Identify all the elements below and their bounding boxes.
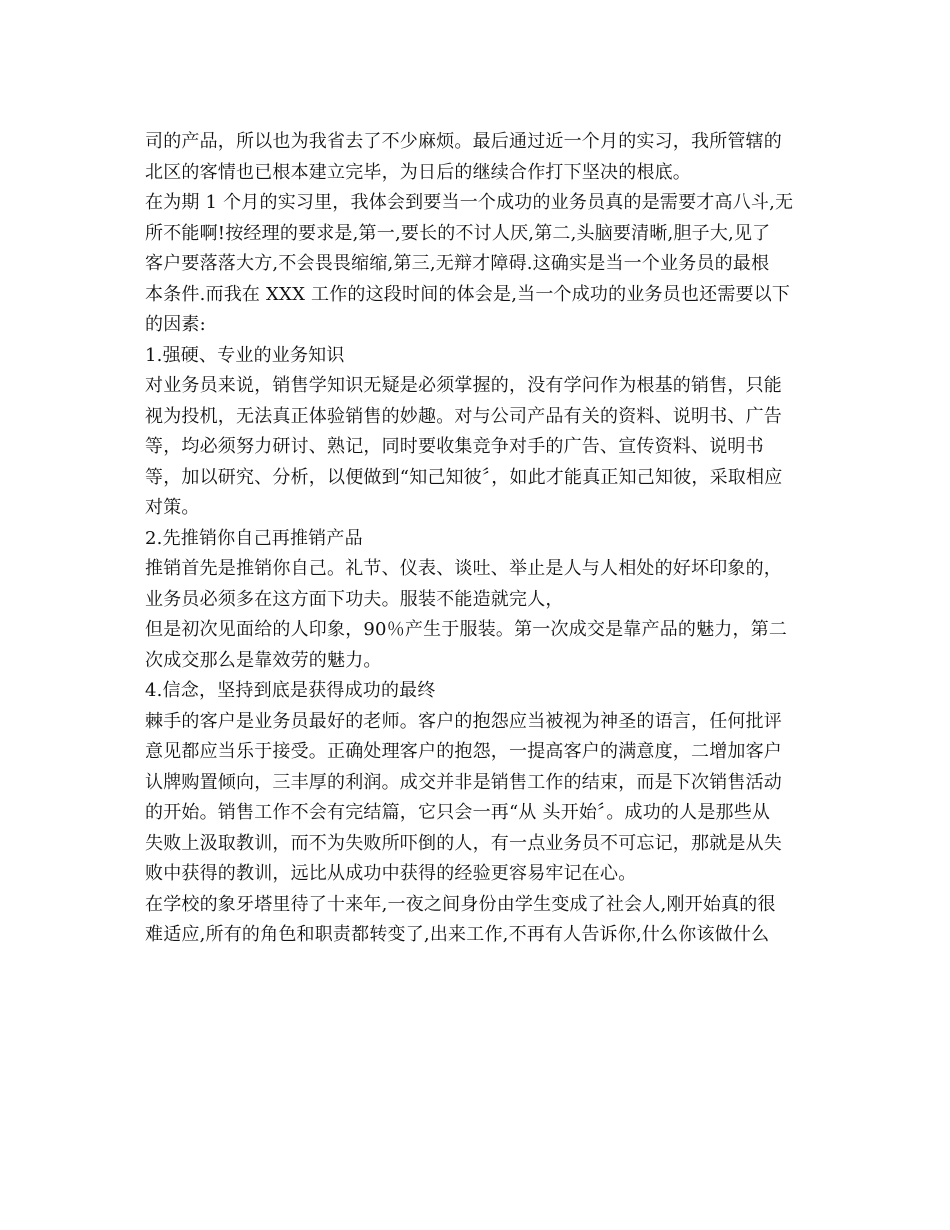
text-line: 等，均必须努力研讨、熟记，同时要收集竞争对手的广告、宣传资料、说明书 (145, 436, 764, 457)
text-line: 司的产品，所以也为我省去了不少麻烦。最后通过近一个月的实习，我所管辖的 (145, 131, 782, 152)
text-line: 棘手的客户是业务员最好的老师。客户的抱怨应当被视为神圣的语言，任何批评 (145, 710, 782, 732)
document-body (145, 127, 805, 951)
section-heading: 1.强硬、专业的业务知识 (145, 344, 345, 366)
text-line: 难适应,所有的角色和职责都转变了,出来工作,不再有人告诉你,什么你该做什么 (145, 924, 770, 945)
text-line: 但是初次见面给的人印象，90％产生于服装。第一次成交是靠产品的魅力，第二 (145, 619, 788, 640)
text-line: 业务员必须多在这方面下功夫。服装不能造就完人， (145, 588, 564, 610)
text-line: 本条件.而我在 XXX 工作的这段时间的体会是,当一个成功的业务员也还需要以下 (145, 283, 791, 305)
section-heading: 4.信念，坚持到底是获得成功的最终 (145, 680, 436, 701)
text-line: 失败上汲取教训，而不为失败所吓倒的人，有一点业务员不可忘记，那就是从失 (145, 832, 782, 854)
text-line: 北区的客情也已根本建立完毕，为日后的继续合作打下坚决的根底。 (145, 161, 691, 183)
text-line: 推销首先是推销你自己。礼节、仪表、谈吐、举止是人与人相处的好坏印象的， (145, 558, 782, 579)
text-line: 次成交那么是靠效劳的魅力。 (145, 649, 382, 671)
text-line: 认牌购置倾向，三丰厚的利润。成交并非是销售工作的结束，而是下次销售活动 (145, 771, 782, 793)
text-line: 意见都应当乐于接受。正确处理客户的抱怨，一提高客户的满意度，二增加客户 (145, 741, 782, 762)
text-line: 等，加以研究、分析，以便做到“知己知彼〞，如此才能真正知己知彼，采取相应 (145, 466, 783, 488)
text-line: 所不能啊!按经理的要求是,第一,要长的不讨人厌,第二,头脑要清晰,胆子大,见了 (145, 222, 771, 244)
text-line: 的开始。销售工作不会有完结篇，它只会一再“从 头开始〞。成功的人是那些从 (145, 802, 771, 823)
text-line: 在为期 1 个月的实习里，我体会到要当一个成功的业务员真的是需要才高八斗,无 (145, 192, 794, 213)
text-line: 在学校的象牙塔里待了十来年,一夜之间身份由学生变成了社会人,刚开始真的很 (145, 893, 776, 915)
text-line: 的因素: (145, 314, 206, 335)
text-line: 败中获得的教训，远比从成功中获得的经验更容易牢记在心。 (145, 863, 637, 884)
text-line: 对策。 (145, 497, 200, 518)
text-line: 客户要落落大方,不会畏畏缩缩,第三,无辩才障碍.这确实是当一个业务员的最根 (145, 253, 770, 274)
text-line: 对业务员来说，销售学知识无疑是必须掌握的，没有学问作为根基的销售，只能 (145, 375, 782, 396)
section-heading: 2.先推销你自己再推销产品 (145, 527, 363, 549)
text-line: 视为投机，无法真正体验销售的妙趣。对与公司产品有关的资料、说明书、广告 (145, 405, 782, 427)
